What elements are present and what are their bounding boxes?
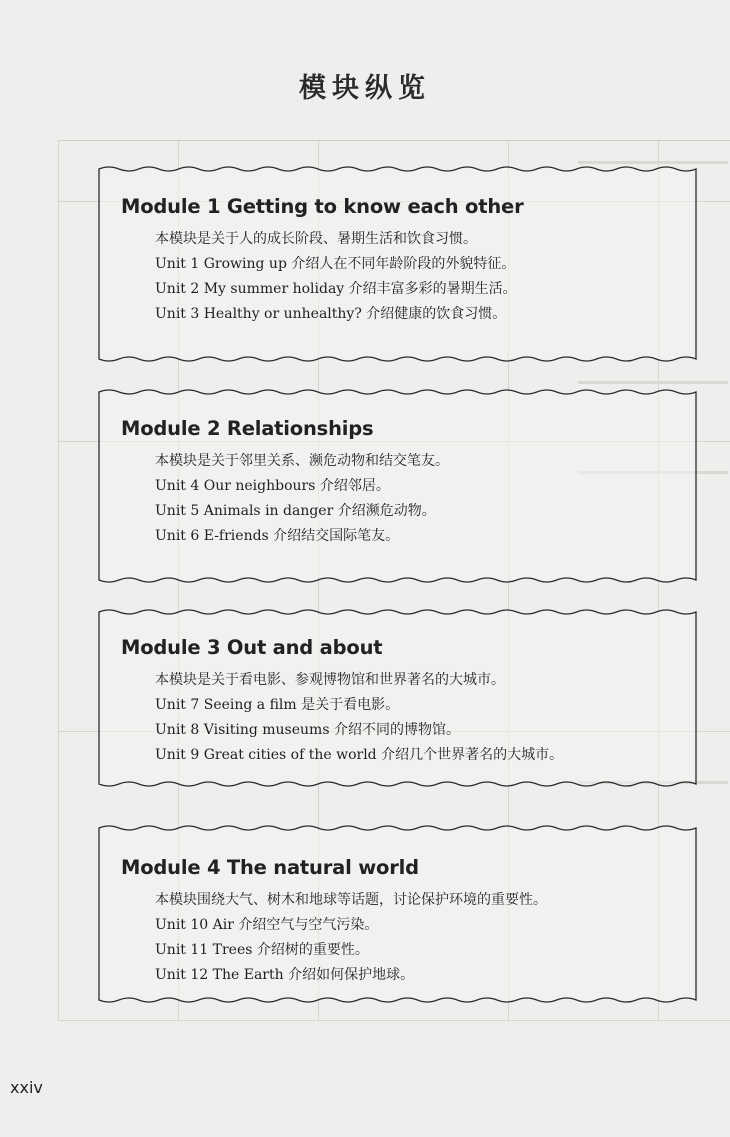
unit-item: Unit 6 E-friends 介绍结交国际笔友。 [155, 528, 400, 544]
module-heading: Module 4 The natural world [121, 856, 419, 879]
unit-list [121, 252, 688, 327]
module-description: 本模块围绕大气、树木和地球等话题，讨论保护环境的重要性。 [155, 892, 547, 908]
unit-item: Unit 8 Visiting museums 介绍不同的博物馆。 [155, 722, 460, 738]
unit-list [121, 913, 688, 988]
module-card-3 [95, 608, 700, 788]
unit-item: Unit 7 Seeing a film 是关于看电影。 [155, 697, 400, 713]
module-card-1 [95, 165, 700, 363]
module-description: 本模块是关于人的成长阶段、暑期生活和饮食习惯。 [155, 231, 477, 247]
page-title: 模块纵览 [299, 73, 431, 104]
module-heading: Module 2 Relationships [121, 417, 374, 440]
module-heading: Module 1 Getting to know each other [121, 195, 524, 218]
unit-list [121, 474, 688, 549]
page-number: xxiv [10, 1078, 43, 1097]
unit-item: Unit 12 The Earth 介绍如何保护地球。 [155, 967, 415, 983]
unit-item: Unit 9 Great cities of the world 介绍几个世界著名的大城市。 [155, 747, 564, 763]
module-card-4 [95, 824, 700, 1004]
unit-list [121, 693, 688, 768]
unit-item: Unit 1 Growing up 介绍人在不同年龄阶段的外貌特征。 [155, 256, 516, 272]
unit-item: Unit 11 Trees 介绍树的重要性。 [155, 942, 369, 958]
module-card-2 [95, 388, 700, 584]
module-heading: Module 3 Out and about [121, 636, 383, 659]
unit-item: Unit 4 Our neighbours 介绍邻居。 [155, 478, 390, 494]
unit-item: Unit 10 Air 介绍空气与空气污染。 [155, 917, 379, 933]
module-description: 本模块是关于看电影、参观博物馆和世界著名的大城市。 [155, 672, 505, 688]
module-description: 本模块是关于邻里关系、濒危动物和结交笔友。 [155, 453, 449, 469]
unit-item: Unit 2 My summer holiday 介绍丰富多彩的暑期生活。 [155, 281, 517, 297]
unit-item: Unit 3 Healthy or unhealthy? 介绍健康的饮食习惯。 [155, 306, 507, 322]
unit-item: Unit 5 Animals in danger 介绍濒危动物。 [155, 503, 436, 519]
